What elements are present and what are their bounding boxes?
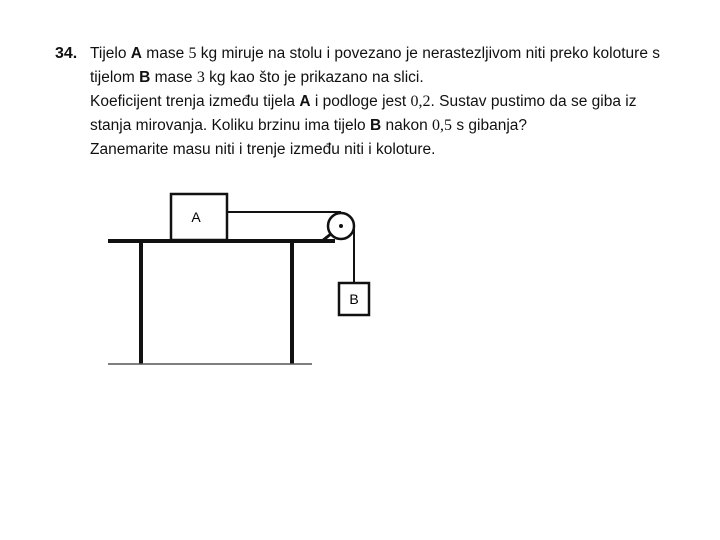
problem-number: 34. — [55, 45, 78, 62]
text-line-4: stanja mirovanja. Koliku brzinu ima tijelo B nakon 0,5 s gibanja? — [90, 117, 528, 134]
text-line-5: Zanemarite masu niti i trenje između niti i koloture. — [90, 141, 436, 158]
text-line-2: tijelom B mase 3 kg kao što je prikazano na slici. — [90, 69, 424, 86]
text-line-1: Tijelo A mase 5 kg miruje na stolu i povezano je nerastezljivom niti preko koloture s — [90, 45, 661, 62]
block-b-label: B — [349, 291, 359, 307]
text-line-3: Koeficijent trenja između tijela A i podloge jest 0,2. Sustav pustimo da se giba iz — [90, 93, 637, 110]
block-a-label: A — [191, 209, 201, 225]
pulley-axle — [339, 224, 343, 228]
